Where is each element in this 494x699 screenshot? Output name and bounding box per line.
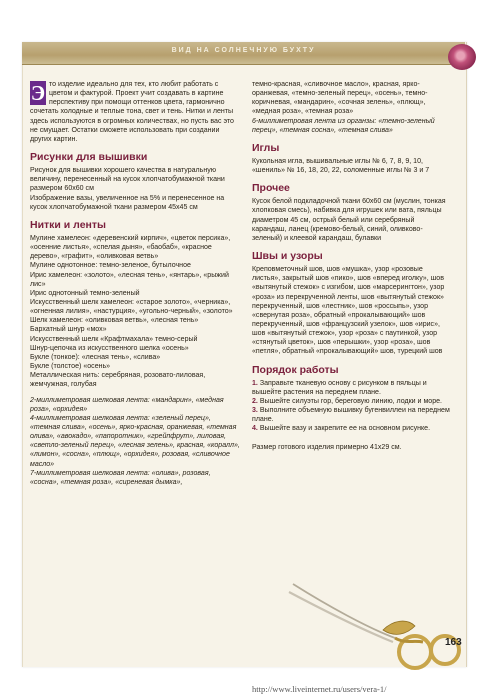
right-column — [252, 80, 450, 452]
thread-line: Мулине однотонное: темно-зеленое, бутылочное — [30, 262, 191, 270]
left-column — [30, 80, 240, 487]
procedure-step — [252, 406, 450, 424]
intro-text: то изделие идеально для тех, кто любит работать с цветом и фактурой. Проект учит создавать в картине перспективу при помощи оттенков цвета, гармонично сочетать холодные и теплые тона, свет и тень. Нитки и ленты здесь используются в огромных количествах, но пусть вас это не смущает. Остатки сможете использовать при создании других картин. — [30, 81, 234, 143]
thread-line: Ирис хамелеон: «золото», «лесная тень», «янтарь», «рыжий лис» — [30, 271, 229, 288]
thread-line: Шнур-цепочка из искусственного шелка «осень» — [30, 344, 189, 352]
thread-line: Шелк хамелеон: «оливковая ветвь», «лесная тень» — [30, 317, 199, 325]
procedure-step — [252, 397, 450, 406]
step-text: Вышейте силуэты гор, береговую линию, лодки и море. — [259, 397, 443, 405]
procedure-step — [252, 424, 450, 433]
ribbon-line: 4-миллиметровая шелковая лента: «зеленый перец», «темная слива», «осень», ярко-красная, оранжевая, «темная олива», «авокадо», «папоротник», «грейпфрут», лиловая, «светло-зеленый перец», «лесная зелень», красная, «коралл», «лимон», «сосна», «плющ», «орхидея», розовая, «сливочное масло» — [30, 414, 240, 468]
ribbon-continued: темно-красная, «сливочное масло», красная, ярко-оранжевая, «темно-зеленый перец», «осень», темно-коричневая, «мандарин», «сочная зелень», «плющ», «медная роза», «темная роза» — [252, 81, 428, 116]
patterns-text-2: Изображение вазы, увеличенное на 5% и перенесенное на кусок хлопчатобумажной ткани размером 45х45 см — [30, 194, 225, 211]
header-band — [22, 42, 465, 65]
thread-line: Букле (тонкое): «лесная тень», «слива» — [30, 353, 161, 361]
thread-line: Ирис однотонный темно-зеленый — [30, 289, 140, 297]
ribbon-line: 2-миллиметровая шелковая лента: «мандарин», «медная роза», «орхидея» — [30, 396, 224, 413]
organza-line: 6-миллиметровая лента из органзы: «темно-зеленый перец», «темная сосна», «темная слива» — [252, 117, 435, 134]
section-title-needles: Иглы — [252, 141, 280, 154]
step-text: Вышейте вазу и закрепите ее на основном рисунке. — [259, 425, 431, 433]
finished-size: Размер готового изделия примерно 41х29 см. — [252, 443, 402, 451]
drop-cap: Э — [30, 81, 46, 105]
scissors-icon — [283, 580, 463, 672]
patterns-text-1: Рисунок для вышивки хорошего качества в натуральную величину, перенесенный на кусок хлопчатобумажной ткани размером 60х60 см — [30, 167, 225, 193]
section-title-stitches: Швы и узоры — [252, 250, 323, 263]
section-title-other: Прочее — [252, 182, 290, 195]
stitches-text: Креповметочный шов, шов «мушка», узор «розовые листья», закрытый шов «пико», шов «вперед иголку», шов «вытянутый стежок» с изгибом, шов «марсерингтон», узор «роза» из перекрученной ленты, шов «вытянутый стежок» перекрученный, шов «лестник», шов «россыпь», узор «свернутая роза», обратный «прокалывающий» шов перекрученный, шов «французский узелок», шов «ирис», шов «вытянутый стежок», узор «роза» с паутинкой, узор «стянутый цветок», шов «перышки», узор «роза», шов «петля», обратный «прокалывающий» шов, турецкий шов — [252, 266, 445, 356]
step-text: Заправьте тканевую основу с рисунком в пяльцы и вышейте растения на переднем плане. — [252, 379, 427, 396]
thread-line: Бархатный шнур «мох» — [30, 326, 107, 334]
needles-text: Кукольная игла, вышивальные иглы № 6, 7, 8, 9, 10, «шениль» № 16, 18, 20, 22, соломенные иглы № 3 и 7 — [252, 157, 430, 175]
other-text: Кусок белой подкладочной ткани 60х60 см (муслин, тонкая хлопковая смесь), набивка для игрушек или вата, пяльцы диаметром 45 см, острый белый или серебряный карандаш, ланец (кремово-белый, синий, оливково-зеленый) и клеевой карандаш, булавки — [252, 198, 446, 242]
section-title-procedure: Порядок работы — [252, 363, 339, 376]
step-number: 4. — [252, 425, 258, 433]
intro-paragraph — [30, 80, 240, 144]
ribbon-line: 7-миллиметровая шелковая лента: «олива», розовая, «сосна», «темная роза», «сиреневая дымка», — [30, 469, 211, 486]
thread-line: Металлическая нить: серебряная, розовато-лиловая, жемчужная, голубая — [30, 372, 206, 389]
step-number: 1. — [252, 379, 258, 387]
step-number: 2. — [252, 397, 258, 405]
procedure-steps — [252, 379, 450, 434]
thread-line: Мулине хамелеон: «деревенский кирпич», «цветок персика», «осенние листья», «спелая дыня», «баобаб», «красное дерево», «графит», «оливковая ветвь» — [30, 234, 231, 261]
source-url[interactable]: http://www.liveinternet.ru/users/vera-1/ — [252, 684, 387, 694]
section-title-patterns: Рисунки для вышивки — [30, 151, 148, 164]
procedure-step — [252, 379, 450, 397]
section-title-threads: Нитки и ленты — [30, 218, 107, 231]
step-text: Выполните объемную вышивку бугенвиллеи на переднем плане. — [252, 407, 450, 424]
thread-line: Искусственный шелк хамелеон: «старое золото», «черника», «огненная лилия», «настурция», «угольно-черный», «золото» — [30, 298, 233, 316]
page-number: 163 — [445, 637, 462, 648]
thread-line: Искусственный шелк «Крафтмахала» темно-серый — [30, 335, 198, 343]
rose-icon — [448, 44, 476, 70]
thread-line: Букле (толстое) «осень» — [30, 363, 111, 371]
step-number: 3. — [252, 407, 258, 415]
running-header: ВИД НА СОЛНЕЧНУЮ БУХТУ — [171, 47, 316, 54]
